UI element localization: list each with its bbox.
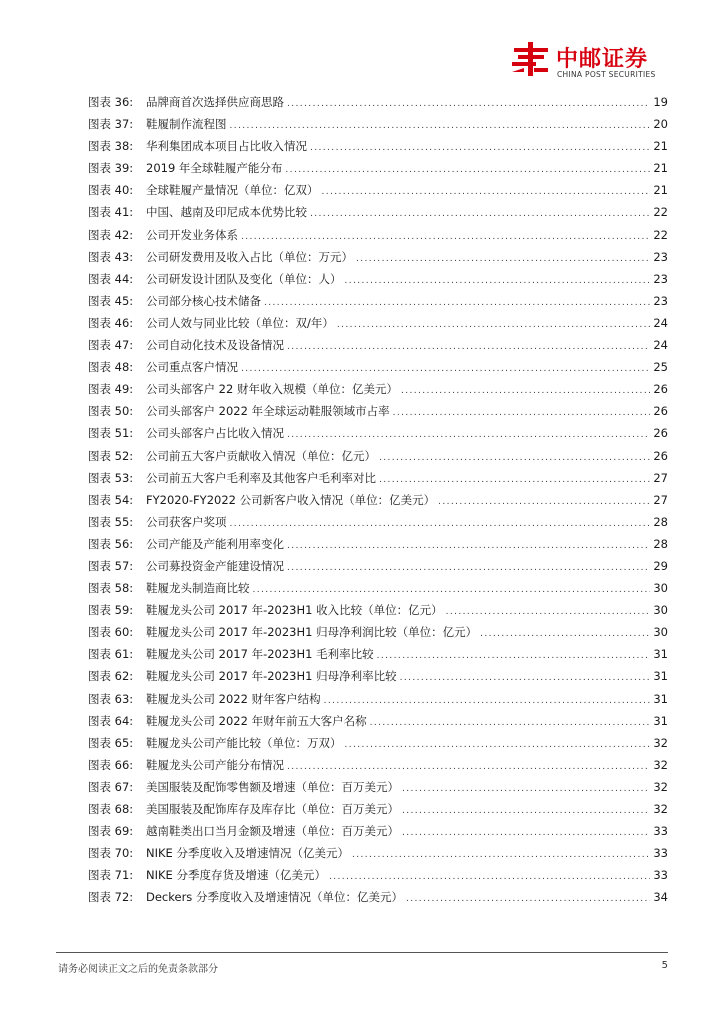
toc-leader-dots [287,99,650,109]
toc-entry-page: 21 [653,139,668,154]
toc-entry-title: 品牌商首次选择供应商思路 [146,95,284,109]
toc-entry-page: 33 [653,868,668,883]
toc-leader-dots [352,850,650,860]
toc-entry-title: 鞋履龙头公司产能比较（单位：万双） [146,735,342,750]
toc-leader-dots [401,386,650,396]
toc-entry[interactable] [88,204,668,226]
toc-leader-dots [345,740,651,750]
toc-leader-dots [377,651,651,661]
page-number: 5 [661,960,668,971]
toc-entry-page: 30 [653,625,668,640]
toc-entry-number: 图表 68: [88,802,134,816]
toc-entry-number: 图表 41: [88,205,134,220]
toc-entry-page: 26 [653,448,668,463]
toc-entry-title: 鞋履龙头公司 2017 年-2023H1 归母净利率比较 [146,669,397,684]
toc-leader-dots [324,696,651,706]
toc-entry-page: 30 [653,581,668,596]
toc-entry-number: 图表 65: [88,735,134,750]
toc-entry-number: 图表 70: [88,846,134,861]
toc-entry-page: 24 [653,338,668,353]
china-post-logo-icon [512,42,550,76]
toc-entry-page: 30 [653,603,668,618]
toc-entry-number: 图表 53: [88,470,134,485]
toc-entry[interactable] [88,448,668,470]
toc-entry-page: 23 [653,271,668,286]
toc-entry-page: 23 [653,293,668,308]
toc-entry-title: 公司头部客户占比收入情况 [146,426,284,441]
toc-entry[interactable] [88,646,668,668]
toc-entry-page: 19 [653,95,668,109]
toc-leader-dots [241,232,650,242]
toc-entry[interactable] [88,425,668,447]
toc-entry-number: 图表 56: [88,536,134,551]
toc-leader-dots [310,209,650,219]
toc-entry-title: 中国、越南及印尼成本优势比较 [146,205,307,220]
toc-entry-page: 26 [653,404,668,419]
toc-entry-title: 公司产能及产能利用率变化 [146,536,284,551]
toc-entry-page: 27 [653,470,668,485]
toc-entry-page: 28 [653,514,668,529]
toc-entry-number: 图表 55: [88,514,134,529]
toc-entry-title: 鞋履龙头制造商比较 [146,581,250,596]
toc-entry-page: 31 [653,669,668,684]
toc-entry-page: 22 [653,227,668,242]
toc-entry-page: 23 [653,249,668,264]
toc-entry[interactable] [88,359,668,381]
toc-entry[interactable] [88,580,668,602]
toc-leader-dots [356,254,650,264]
toc-entry-page: 24 [653,315,668,330]
toc-entry-number: 图表 44: [88,271,134,286]
toc-leader-dots [285,165,650,175]
toc-entry-number: 图表 72: [88,890,134,905]
toc-entry[interactable] [88,227,668,249]
toc-entry-title: 公司募投资金产能建设情况 [146,558,284,573]
toc-entry-page: 22 [653,205,668,220]
toc-entry-title: 公司部分核心技术储备 [146,293,261,308]
toc-entry-page: 33 [653,824,668,839]
toc-entry-title: 公司重点客户情况 [146,360,238,375]
toc-entry[interactable] [88,337,668,359]
toc-entry-number: 图表 66: [88,757,134,772]
toc-entry-number: 图表 62: [88,669,134,684]
toc-entry-page: 31 [653,713,668,728]
toc-entry-title: 鞋履龙头公司 2017 年-2023H1 收入比较（单位：亿元） [146,603,443,618]
toc-entry[interactable] [88,138,668,160]
toc-leader-dots [230,121,651,131]
toc-entry-page: 20 [653,117,668,132]
toc-entry-number: 图表 58: [88,581,134,596]
toc-entry-page: 31 [653,647,668,662]
toc-entry[interactable] [88,757,668,779]
toc-entry-title: 鞋履制作流程图 [146,117,227,132]
toc-entry[interactable] [88,779,668,801]
toc-entry[interactable] [88,691,668,713]
toc-entry-number: 图表 48: [88,360,134,375]
toc-leader-dots [402,784,650,794]
toc-entry-title: 公司前五大客户毛利率及其他客户毛利率对比 [146,470,376,485]
toc-entry-number: 图表 61: [88,647,134,662]
toc-leader-dots [287,541,650,551]
toc-entry-page: 29 [653,558,668,573]
toc-entry-title: 鞋履龙头公司 2022 财年客户结构 [146,691,321,706]
toc-entry-number: 图表 51: [88,426,134,441]
toc-entry[interactable] [88,249,668,271]
toc-entry-number: 图表 37: [88,117,134,132]
toc-leader-dots [406,894,650,904]
toc-entry-title: 公司研发费用及收入占比（单位：万元） [146,249,353,264]
toc-leader-dots [287,430,650,440]
toc-entry-title: 华利集团成本项目占比收入情况 [146,139,307,154]
logo-english-text: CHINA POST SECURITIES [557,70,656,79]
toc-entry-number: 图表 39: [88,161,134,176]
toc-entry[interactable] [88,492,668,514]
toc-leader-dots [310,143,650,153]
toc-entry-page: 32 [653,757,668,772]
toc-leader-dots [379,453,650,463]
toc-entry-title: 公司开发业务体系 [146,227,238,242]
toc-entry-title: 公司前五大客户贡献收入情况（单位：亿元） [146,448,376,463]
toc-entry-title: 全球鞋履产量情况（单位：亿双） [146,183,319,198]
toc-leader-dots [329,872,650,882]
toc-entry-page: 26 [653,426,668,441]
toc-entry-number: 图表 60: [88,625,134,640]
toc-entry-page: 21 [653,183,668,198]
footer-divider [56,952,668,953]
toc-entry[interactable] [88,514,668,536]
toc-entry[interactable] [88,602,668,624]
toc-entry[interactable] [88,94,668,116]
toc-leader-dots [337,320,650,330]
toc-entry[interactable] [88,713,668,735]
toc-entry-number: 图表 47: [88,338,134,353]
toc-entry-page: 32 [653,802,668,816]
disclaimer-note: 请务必阅读正文之后的免责条款部分 [58,964,218,975]
toc-entry-title: Deckers 分季度收入及增速情况（单位：亿美元） [146,890,403,905]
toc-entry-title: 鞋履龙头公司 2017 年-2023H1 毛利率比较 [146,647,374,662]
toc-entry-page: 33 [653,846,668,861]
toc-entry[interactable] [88,735,668,757]
toc-entry[interactable] [88,558,668,580]
toc-leader-dots [241,364,650,374]
toc-entry[interactable] [88,668,668,690]
toc-entry-title: 公司研发设计团队及变化（单位：人） [146,271,342,286]
toc-entry-number: 图表 49: [88,382,134,397]
toc-leader-dots [393,408,651,418]
toc-entry-number: 图表 46: [88,315,134,330]
toc-leader-dots [379,475,650,485]
toc-entry[interactable] [88,536,668,558]
logo-chinese-text: 中邮证券 [556,47,649,72]
toc-entry-title: 鞋履龙头公司 2022 年财年前五大客户名称 [146,713,367,728]
toc-entry-number: 图表 64: [88,713,134,728]
figure-index-list [88,94,668,911]
toc-entry-page: 26 [653,382,668,397]
toc-entry-title: NIKE 分季度存货及增速（亿美元） [146,868,326,883]
toc-entry-title: 公司人效与同业比较（单位：双/年） [146,315,334,330]
toc-entry-title: NIKE 分季度收入及增速情况（亿美元） [146,846,349,861]
toc-entry-number: 图表 67: [88,779,134,794]
toc-entry-title: 美国服装及配饰零售额及增速（单位：百万美元） [146,779,399,794]
toc-entry-number: 图表 42: [88,227,134,242]
toc-entry-number: 图表 40: [88,183,134,198]
toc-entry-number: 图表 59: [88,603,134,618]
toc-leader-dots [370,718,651,728]
toc-leader-dots [345,276,651,286]
toc-leader-dots [480,629,650,639]
toc-entry-title: 公司自动化技术及设备情况 [146,338,284,353]
toc-entry[interactable] [88,845,668,867]
toc-leader-dots [287,342,650,352]
toc-entry[interactable] [88,293,668,315]
toc-entry-page: 27 [653,492,668,507]
toc-entry-page: 21 [653,161,668,176]
toc-entry-number: 图表 43: [88,249,134,264]
toc-entry-title: 鞋履龙头公司产能分布情况 [146,757,284,772]
toc-entry-title: 鞋履龙头公司 2017 年-2023H1 归母净利润比较（单位：亿元） [146,625,478,640]
toc-entry[interactable] [88,823,668,845]
toc-entry-title: 公司头部客户 22 财年收入规模（单位：亿美元） [146,382,398,397]
toc-entry-page: 32 [653,735,668,750]
toc-entry-title: 2019 年全球鞋履产能分布 [146,161,283,176]
toc-entry[interactable] [88,470,668,492]
toc-entry-title: FY2020-FY2022 公司新客户收入情况（单位：亿美元） [146,492,436,507]
toc-entry[interactable] [88,624,668,646]
toc-leader-dots [287,762,650,772]
toc-entry[interactable] [88,116,668,138]
toc-entry-number: 图表 50: [88,404,134,419]
toc-entry-number: 图表 57: [88,558,134,573]
toc-entry[interactable] [88,801,668,823]
company-logo [512,40,672,84]
toc-entry-number: 图表 45: [88,293,134,308]
toc-entry-number: 图表 71: [88,868,134,883]
toc-leader-dots [402,828,650,838]
toc-entry-number: 图表 54: [88,492,134,507]
toc-entry[interactable] [88,403,668,425]
toc-leader-dots [287,563,650,573]
toc-leader-dots [402,806,650,816]
toc-entry-page: 31 [653,691,668,706]
toc-entry-page: 32 [653,779,668,794]
toc-entry-number: 图表 63: [88,691,134,706]
toc-leader-dots [264,298,650,308]
toc-entry-title: 公司头部客户 2022 年全球运动鞋服领域市占率 [146,404,390,419]
toc-entry[interactable] [88,160,668,182]
toc-entry[interactable] [88,889,668,911]
toc-leader-dots [446,607,651,617]
toc-entry-title: 公司获客户奖项 [146,514,227,529]
toc-entry-number: 图表 69: [88,824,134,839]
toc-entry[interactable] [88,381,668,403]
toc-entry[interactable] [88,867,668,889]
toc-entry[interactable] [88,182,668,204]
toc-entry[interactable] [88,271,668,293]
toc-leader-dots [400,673,651,683]
toc-entry-page: 28 [653,536,668,551]
toc-leader-dots [438,497,650,507]
toc-entry-page: 34 [653,890,668,905]
toc-leader-dots [322,187,651,197]
toc-entry-title: 越南鞋类出口当月金额及增速（单位：百万美元） [146,824,399,839]
toc-leader-dots [230,519,651,529]
toc-entry-number: 图表 38: [88,139,134,154]
toc-entry[interactable] [88,315,668,337]
toc-entry-number: 图表 36: [88,95,134,109]
toc-entry-number: 图表 52: [88,448,134,463]
toc-entry-page: 25 [653,360,668,375]
toc-entry-title: 美国服装及配饰库存及库存比（单位：百万美元） [146,802,399,816]
toc-leader-dots [253,585,651,595]
